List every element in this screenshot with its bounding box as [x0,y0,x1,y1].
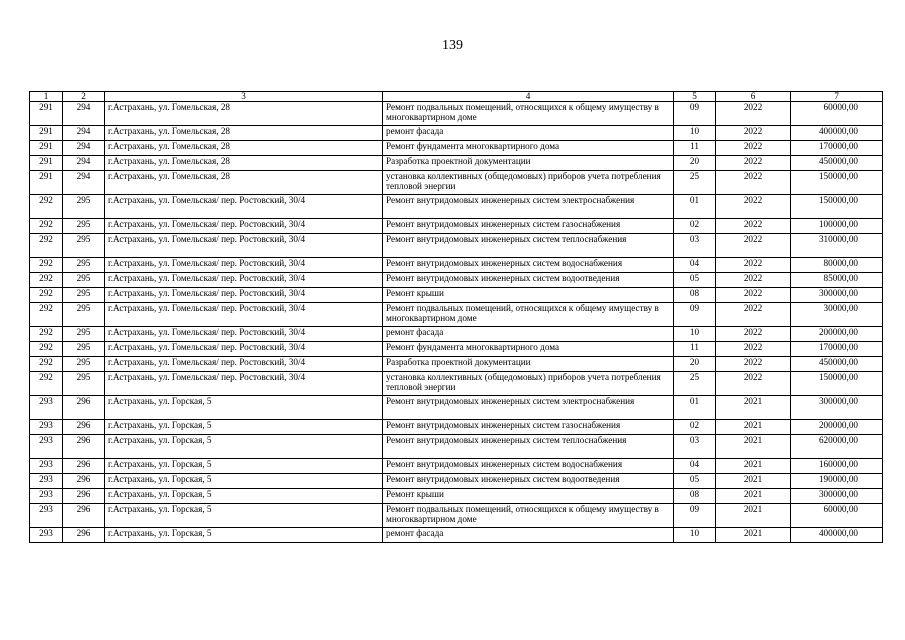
work-code-cell: 10 [674,126,716,141]
address-cell: г.Астрахань, ул. Гомельская/ пер. Ростовский, 30/4 [105,288,383,303]
repair-schedule-table [29,91,883,543]
row-number-cell: 292 [30,357,63,372]
work-code-cell: 01 [674,195,716,219]
year-cell: 2022 [716,258,791,273]
cost-cell: 100000,00 [791,219,883,234]
house-number-cell: 295 [63,357,105,372]
table-row [30,195,883,219]
table-row [30,357,883,372]
house-number-cell: 294 [63,126,105,141]
table-row [30,141,883,156]
work-code-cell: 03 [674,435,716,459]
work-code-cell: 09 [674,102,716,126]
row-number-cell: 293 [30,396,63,420]
table-row [30,474,883,489]
work-code-cell: 11 [674,342,716,357]
cost-cell: 200000,00 [791,420,883,435]
cost-cell: 30000,00 [791,303,883,327]
work-type-cell: Разработка проектной документации [383,156,674,171]
table-row [30,102,883,126]
year-cell: 2022 [716,234,791,258]
table-row [30,273,883,288]
house-number-cell: 296 [63,459,105,474]
year-cell: 2021 [716,435,791,459]
work-code-cell: 04 [674,258,716,273]
work-type-cell: Разработка проектной документации [383,357,674,372]
year-cell: 2022 [716,141,791,156]
table-row [30,156,883,171]
work-code-cell: 05 [674,273,716,288]
house-number-cell: 296 [63,420,105,435]
work-code-cell: 02 [674,219,716,234]
row-number-cell: 292 [30,327,63,342]
row-number-cell: 293 [30,474,63,489]
address-cell: г.Астрахань, ул. Горская, 5 [105,528,383,543]
cost-cell: 400000,00 [791,126,883,141]
cost-cell: 170000,00 [791,141,883,156]
work-code-cell: 04 [674,459,716,474]
year-cell: 2021 [716,396,791,420]
column-header: 7 [791,92,883,102]
address-cell: г.Астрахань, ул. Гомельская/ пер. Ростовский, 30/4 [105,342,383,357]
work-type-cell: Ремонт внутридомовых инженерных систем водоотведения [383,273,674,288]
row-number-cell: 291 [30,171,63,195]
work-code-cell: 09 [674,303,716,327]
work-type-cell: Ремонт внутридомовых инженерных систем теплоснабжения [383,435,674,459]
work-code-cell: 20 [674,156,716,171]
year-cell: 2022 [716,327,791,342]
address-cell: г.Астрахань, ул. Гомельская, 28 [105,102,383,126]
table-row [30,234,883,258]
year-cell: 2021 [716,528,791,543]
row-number-cell: 293 [30,504,63,528]
work-type-cell: Ремонт внутридомовых инженерных систем водоотведения [383,474,674,489]
house-number-cell: 295 [63,288,105,303]
row-number-cell: 293 [30,420,63,435]
work-type-cell: Ремонт внутридомовых инженерных систем водоснабжения [383,258,674,273]
row-number-cell: 291 [30,102,63,126]
year-cell: 2022 [716,219,791,234]
row-number-cell: 293 [30,528,63,543]
work-code-cell: 02 [674,420,716,435]
year-cell: 2022 [716,357,791,372]
address-cell: г.Астрахань, ул. Горская, 5 [105,420,383,435]
table-row [30,420,883,435]
column-header: 5 [674,92,716,102]
work-type-cell: установка коллективных (общедомовых) приборов учета потребления тепловой энергии [383,171,674,195]
house-number-cell: 294 [63,156,105,171]
table-row [30,171,883,195]
column-header: 1 [30,92,63,102]
address-cell: г.Астрахань, ул. Гомельская/ пер. Ростовский, 30/4 [105,273,383,288]
row-number-cell: 292 [30,288,63,303]
address-cell: г.Астрахань, ул. Горская, 5 [105,435,383,459]
cost-cell: 200000,00 [791,327,883,342]
table-row [30,288,883,303]
address-cell: г.Астрахань, ул. Горская, 5 [105,489,383,504]
year-cell: 2022 [716,273,791,288]
cost-cell: 300000,00 [791,396,883,420]
work-type-cell: Ремонт фундамента многоквартирного дома [383,342,674,357]
year-cell: 2021 [716,459,791,474]
row-number-cell: 291 [30,126,63,141]
house-number-cell: 296 [63,435,105,459]
work-code-cell: 08 [674,489,716,504]
table-row [30,342,883,357]
cost-cell: 170000,00 [791,342,883,357]
address-cell: г.Астрахань, ул. Горская, 5 [105,474,383,489]
address-cell: г.Астрахань, ул. Гомельская/ пер. Ростовский, 30/4 [105,219,383,234]
row-number-cell: 292 [30,219,63,234]
address-cell: г.Астрахань, ул. Гомельская/ пер. Ростовский, 30/4 [105,372,383,396]
work-code-cell: 10 [674,528,716,543]
cost-cell: 80000,00 [791,258,883,273]
address-cell: г.Астрахань, ул. Гомельская, 28 [105,171,383,195]
row-number-cell: 292 [30,273,63,288]
table-row [30,489,883,504]
work-type-cell: Ремонт подвальных помещений, относящихся к общему имуществу в многоквартирном доме [383,102,674,126]
column-header: 4 [383,92,674,102]
work-type-cell: Ремонт внутридомовых инженерных систем электроснабжения [383,396,674,420]
table-row [30,219,883,234]
row-number-cell: 293 [30,435,63,459]
address-cell: г.Астрахань, ул. Гомельская, 28 [105,141,383,156]
house-number-cell: 295 [63,258,105,273]
address-cell: г.Астрахань, ул. Гомельская/ пер. Ростовский, 30/4 [105,357,383,372]
house-number-cell: 296 [63,489,105,504]
cost-cell: 190000,00 [791,474,883,489]
table-row [30,327,883,342]
row-number-cell: 292 [30,372,63,396]
row-number-cell: 291 [30,141,63,156]
house-number-cell: 294 [63,141,105,156]
work-type-cell: Ремонт подвальных помещений, относящихся к общему имуществу в многоквартирном доме [383,504,674,528]
work-type-cell: установка коллективных (общедомовых) приборов учета потребления тепловой энергии [383,372,674,396]
work-code-cell: 01 [674,396,716,420]
work-code-cell: 09 [674,504,716,528]
cost-cell: 300000,00 [791,288,883,303]
year-cell: 2022 [716,372,791,396]
cost-cell: 150000,00 [791,171,883,195]
table-body [30,92,883,543]
table-row [30,396,883,420]
work-type-cell: Ремонт крыши [383,288,674,303]
house-number-cell: 295 [63,327,105,342]
address-cell: г.Астрахань, ул. Гомельская, 28 [105,126,383,141]
address-cell: г.Астрахань, ул. Гомельская, 28 [105,156,383,171]
work-code-cell: 03 [674,234,716,258]
row-number-cell: 292 [30,234,63,258]
year-cell: 2022 [716,156,791,171]
page-number: 139 [442,38,463,53]
cost-cell: 150000,00 [791,195,883,219]
year-cell: 2022 [716,342,791,357]
table-row [30,303,883,327]
year-cell: 2021 [716,504,791,528]
year-cell: 2022 [716,288,791,303]
cost-cell: 160000,00 [791,459,883,474]
house-number-cell: 296 [63,504,105,528]
house-number-cell: 296 [63,474,105,489]
work-type-cell: ремонт фасада [383,528,674,543]
row-number-cell: 292 [30,195,63,219]
column-header: 6 [716,92,791,102]
year-cell: 2022 [716,195,791,219]
table-row [30,504,883,528]
address-cell: г.Астрахань, ул. Гомельская/ пер. Ростовский, 30/4 [105,234,383,258]
cost-cell: 60000,00 [791,504,883,528]
work-code-cell: 25 [674,372,716,396]
cost-cell: 60000,00 [791,102,883,126]
cost-cell: 620000,00 [791,435,883,459]
cost-cell: 450000,00 [791,156,883,171]
row-number-cell: 292 [30,303,63,327]
column-header: 2 [63,92,105,102]
year-cell: 2022 [716,171,791,195]
work-type-cell: Ремонт фундамента многоквартирного дома [383,141,674,156]
house-number-cell: 295 [63,273,105,288]
house-number-cell: 295 [63,234,105,258]
table-row [30,258,883,273]
address-cell: г.Астрахань, ул. Горская, 5 [105,396,383,420]
row-number-cell: 291 [30,156,63,171]
year-cell: 2021 [716,474,791,489]
row-number-cell: 293 [30,489,63,504]
work-code-cell: 05 [674,474,716,489]
work-type-cell: Ремонт внутридомовых инженерных систем электроснабжения [383,195,674,219]
address-cell: г.Астрахань, ул. Гомельская/ пер. Ростовский, 30/4 [105,258,383,273]
house-number-cell: 294 [63,102,105,126]
work-type-cell: Ремонт подвальных помещений, относящихся к общему имуществу в многоквартирном доме [383,303,674,327]
house-number-cell: 295 [63,195,105,219]
work-code-cell: 11 [674,141,716,156]
house-number-cell: 295 [63,219,105,234]
cost-cell: 150000,00 [791,372,883,396]
cost-cell: 450000,00 [791,357,883,372]
work-type-cell: Ремонт внутридомовых инженерных систем теплоснабжения [383,234,674,258]
work-code-cell: 10 [674,327,716,342]
address-cell: г.Астрахань, ул. Гомельская/ пер. Ростовский, 30/4 [105,327,383,342]
work-type-cell: Ремонт внутридомовых инженерных систем водоснабжения [383,459,674,474]
house-number-cell: 295 [63,372,105,396]
table-row [30,528,883,543]
work-type-cell: Ремонт внутридомовых инженерных систем газоснабжения [383,420,674,435]
year-cell: 2022 [716,102,791,126]
address-cell: г.Астрахань, ул. Горская, 5 [105,504,383,528]
house-number-cell: 294 [63,171,105,195]
address-cell: г.Астрахань, ул. Гомельская/ пер. Ростовский, 30/4 [105,195,383,219]
work-code-cell: 20 [674,357,716,372]
cost-cell: 400000,00 [791,528,883,543]
cost-cell: 310000,00 [791,234,883,258]
row-number-cell: 292 [30,342,63,357]
table-row [30,459,883,474]
year-cell: 2021 [716,420,791,435]
work-type-cell: Ремонт крыши [383,489,674,504]
year-cell: 2022 [716,303,791,327]
work-code-cell: 25 [674,171,716,195]
header-row [30,92,883,102]
house-number-cell: 295 [63,303,105,327]
address-cell: г.Астрахань, ул. Гомельская/ пер. Ростовский, 30/4 [105,303,383,327]
table-row [30,126,883,141]
year-cell: 2022 [716,126,791,141]
table-row [30,372,883,396]
cost-cell: 85000,00 [791,273,883,288]
row-number-cell: 293 [30,459,63,474]
work-code-cell: 08 [674,288,716,303]
work-type-cell: ремонт фасада [383,126,674,141]
work-type-cell: ремонт фасада [383,327,674,342]
house-number-cell: 295 [63,342,105,357]
column-header: 3 [105,92,383,102]
work-type-cell: Ремонт внутридомовых инженерных систем газоснабжения [383,219,674,234]
year-cell: 2021 [716,489,791,504]
cost-cell: 300000,00 [791,489,883,504]
house-number-cell: 296 [63,396,105,420]
address-cell: г.Астрахань, ул. Горская, 5 [105,459,383,474]
table-row [30,435,883,459]
row-number-cell: 292 [30,258,63,273]
house-number-cell: 296 [63,528,105,543]
